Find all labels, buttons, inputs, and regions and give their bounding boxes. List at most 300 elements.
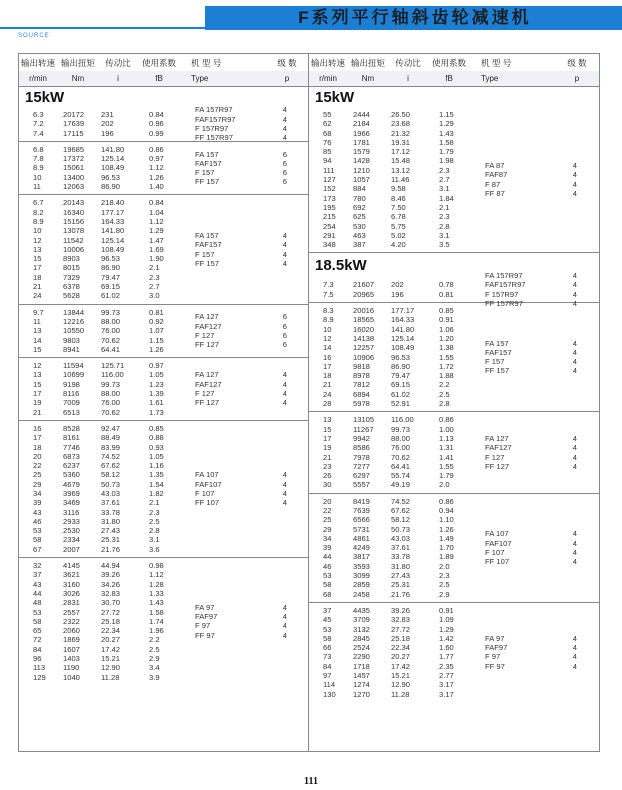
stage-count: 4 bbox=[282, 398, 287, 408]
factor-cell: 2.35 bbox=[439, 661, 454, 671]
ratio-cell: 25.18 bbox=[391, 633, 411, 643]
factor-cell: 2.9 bbox=[149, 654, 160, 664]
speed-cell: 84 bbox=[323, 661, 332, 671]
type-name: FA 107 bbox=[195, 470, 219, 480]
unit-torque: Nm bbox=[361, 74, 375, 83]
type-row bbox=[181, 398, 309, 407]
type-row bbox=[471, 271, 599, 280]
type-name: F 157R97 bbox=[195, 123, 229, 133]
stage-count: 4 bbox=[572, 357, 577, 367]
torque-cell: 3593 bbox=[353, 561, 370, 571]
speed-cell: 9.7 bbox=[33, 307, 44, 317]
torque-cell: 8419 bbox=[353, 496, 370, 506]
factor-cell: 1.42 bbox=[439, 633, 454, 643]
factor-cell: 1.23 bbox=[149, 379, 164, 389]
type-name: F 127 bbox=[485, 452, 505, 462]
speed-cell: 16 bbox=[323, 352, 332, 362]
speed-cell: 44 bbox=[323, 552, 332, 562]
ratio-cell: 96.53 bbox=[391, 352, 411, 362]
factor-cell: 2.2 bbox=[149, 635, 160, 645]
stage-count: 4 bbox=[572, 347, 577, 357]
torque-cell: 13078 bbox=[63, 226, 85, 236]
ratio-cell: 21.32 bbox=[391, 128, 411, 138]
torque-cell: 2458 bbox=[353, 589, 370, 599]
type-name: FAF127 bbox=[485, 443, 512, 453]
speed-cell: 6.8 bbox=[33, 144, 44, 154]
torque-cell: 1869 bbox=[63, 635, 80, 645]
torque-cell: 11594 bbox=[63, 361, 84, 371]
factor-cell: 2.1 bbox=[149, 498, 160, 508]
torque-cell: 6894 bbox=[353, 389, 370, 399]
ratio-cell: 27.72 bbox=[391, 624, 411, 634]
torque-cell: 12257 bbox=[353, 343, 375, 353]
stage-count: 4 bbox=[572, 557, 577, 567]
type-name: FAF157 bbox=[485, 347, 512, 357]
torque-cell: 7329 bbox=[63, 272, 80, 282]
stage-count: 4 bbox=[572, 529, 577, 539]
speed-cell: 17 bbox=[323, 361, 332, 371]
torque-cell: 13844 bbox=[63, 307, 85, 317]
speed-cell: 7.4 bbox=[33, 128, 44, 138]
speed-cell: 7.8 bbox=[33, 154, 44, 164]
torque-cell: 530 bbox=[353, 221, 366, 231]
factor-cell: 0.81 bbox=[439, 289, 454, 299]
speed-cell: 12 bbox=[33, 361, 42, 371]
torque-cell: 2933 bbox=[63, 516, 80, 526]
type-name: FAF157 bbox=[195, 158, 222, 168]
factor-cell: 2.5 bbox=[149, 644, 160, 654]
speed-cell: 58 bbox=[323, 633, 332, 643]
stage-count: 4 bbox=[572, 461, 577, 471]
ratio-cell: 202 bbox=[101, 119, 114, 129]
factor-cell: 1.77 bbox=[439, 652, 454, 662]
ratio-cell: 22.34 bbox=[391, 643, 411, 653]
stage-count: 4 bbox=[572, 189, 577, 199]
speed-cell: 10 bbox=[323, 324, 332, 334]
ratio-cell: 34.26 bbox=[101, 579, 121, 589]
title-banner bbox=[0, 6, 622, 30]
speed-cell: 25 bbox=[323, 515, 332, 525]
type-name: F 107 bbox=[485, 547, 505, 557]
stage-count: 4 bbox=[282, 498, 287, 508]
ratio-cell: 141.80 bbox=[391, 324, 415, 334]
stage-count: 4 bbox=[572, 271, 577, 281]
speed-cell: 13 bbox=[33, 370, 42, 380]
col-type: 机 型 号 bbox=[191, 57, 222, 68]
torque-cell: 10550 bbox=[63, 326, 85, 336]
speed-cell: 8.9 bbox=[33, 163, 44, 173]
ratio-cell: 20.27 bbox=[391, 652, 411, 662]
torque-cell: 18565 bbox=[353, 315, 375, 325]
torque-cell: 2007 bbox=[63, 544, 80, 554]
type-name: FF 107 bbox=[485, 557, 510, 567]
speed-cell: 28 bbox=[323, 399, 332, 409]
torque-cell: 1607 bbox=[63, 644, 80, 654]
speed-cell: 23 bbox=[323, 461, 332, 471]
stage-count: 6 bbox=[282, 312, 287, 322]
factor-cell: 1.09 bbox=[439, 615, 454, 625]
speed-cell: 7.3 bbox=[323, 280, 334, 290]
factor-cell: 2.77 bbox=[439, 671, 454, 681]
speed-cell: 97 bbox=[323, 671, 332, 681]
speed-cell: 68 bbox=[323, 589, 332, 599]
factor-cell: 1.58 bbox=[439, 137, 454, 147]
type-row bbox=[471, 434, 599, 443]
speed-cell: 72 bbox=[33, 635, 42, 645]
torque-cell: 17372 bbox=[63, 154, 85, 164]
speed-cell: 215 bbox=[323, 212, 336, 222]
type-name: FA 127 bbox=[485, 433, 509, 443]
ratio-cell: 64.41 bbox=[391, 461, 411, 471]
ratio-cell: 15.48 bbox=[391, 156, 411, 166]
factor-cell: 2.3 bbox=[439, 571, 450, 581]
stage-count: 4 bbox=[282, 379, 287, 389]
factor-cell: 2.5 bbox=[439, 389, 450, 399]
stage-count: 4 bbox=[572, 547, 577, 557]
factor-cell: 1.12 bbox=[149, 163, 164, 173]
stage-count: 4 bbox=[282, 240, 287, 250]
torque-cell: 2845 bbox=[353, 633, 370, 643]
factor-cell: 2.3 bbox=[439, 212, 450, 222]
unit-type: Type bbox=[191, 74, 209, 83]
torque-cell: 4435 bbox=[353, 605, 370, 615]
col-ratio: 传动比 bbox=[395, 57, 421, 68]
type-name: FA 157R97 bbox=[195, 105, 233, 115]
ratio-cell: 7.50 bbox=[391, 202, 406, 212]
stage-count: 4 bbox=[572, 452, 577, 462]
ratio-cell: 17.42 bbox=[101, 644, 121, 654]
stage-count: 4 bbox=[282, 602, 287, 612]
stage-count: 6 bbox=[282, 330, 287, 340]
unit-speed: r/min bbox=[29, 74, 47, 83]
torque-cell: 2859 bbox=[353, 580, 370, 590]
stage-count: 4 bbox=[572, 366, 577, 376]
speed-cell: 8.3 bbox=[323, 306, 334, 316]
speed-cell: 15 bbox=[33, 379, 42, 389]
ratio-cell: 23.68 bbox=[391, 119, 411, 129]
stage-count: 4 bbox=[282, 105, 287, 115]
factor-cell: 1.16 bbox=[149, 461, 164, 471]
type-name: FF 87 bbox=[485, 189, 505, 199]
row-group bbox=[309, 303, 599, 412]
ratio-cell: 70.62 bbox=[101, 335, 121, 345]
ratio-cell: 33.78 bbox=[391, 552, 411, 562]
ratio-cell: 32.83 bbox=[391, 615, 411, 625]
torque-cell: 2060 bbox=[63, 626, 80, 636]
ratio-cell: 70.62 bbox=[391, 452, 411, 462]
col-stage: 级 数 bbox=[277, 57, 297, 68]
type-list bbox=[471, 494, 599, 602]
ratio-cell: 12.90 bbox=[391, 680, 411, 690]
type-list bbox=[181, 142, 309, 194]
type-name: FAF157R97 bbox=[195, 114, 236, 124]
torque-cell: 9198 bbox=[63, 379, 80, 389]
type-row bbox=[471, 652, 599, 661]
speed-cell: 37 bbox=[323, 605, 332, 615]
speed-cell: 11 bbox=[33, 316, 41, 326]
torque-cell: 1718 bbox=[353, 661, 370, 671]
type-row bbox=[181, 250, 309, 259]
ratio-cell: 22.34 bbox=[101, 626, 121, 636]
factor-cell: 2.0 bbox=[439, 561, 450, 571]
speed-cell: 45 bbox=[323, 615, 332, 625]
speed-cell: 254 bbox=[323, 221, 336, 231]
speed-cell: 130 bbox=[323, 689, 336, 699]
factor-cell: 0.94 bbox=[439, 505, 454, 515]
factor-cell: 0.81 bbox=[149, 307, 164, 317]
ratio-cell: 20.27 bbox=[101, 635, 121, 645]
speed-cell: 19 bbox=[323, 443, 332, 453]
factor-cell: 0.91 bbox=[439, 605, 454, 615]
speed-cell: 53 bbox=[323, 571, 332, 581]
torque-cell: 387 bbox=[353, 240, 366, 250]
type-name: FAF127 bbox=[195, 379, 222, 389]
stage-count: 4 bbox=[282, 249, 287, 259]
factor-cell: 3.9 bbox=[149, 672, 160, 682]
ratio-cell: 99.73 bbox=[101, 379, 121, 389]
factor-cell: 1.29 bbox=[439, 119, 454, 129]
torque-cell: 5731 bbox=[353, 524, 370, 534]
ratio-cell: 55.74 bbox=[391, 471, 411, 481]
torque-cell: 5978 bbox=[353, 399, 370, 409]
torque-cell: 2524 bbox=[353, 643, 370, 653]
factor-cell: 0.84 bbox=[149, 198, 164, 208]
speed-cell: 44 bbox=[33, 588, 42, 598]
torque-cell: 4679 bbox=[63, 479, 80, 489]
ratio-cell: 76.00 bbox=[391, 443, 411, 453]
factor-cell: 0.88 bbox=[149, 433, 164, 443]
torque-cell: 4249 bbox=[353, 543, 370, 553]
speed-cell: 10 bbox=[33, 226, 42, 236]
ratio-cell: 13.12 bbox=[391, 165, 411, 175]
ratio-cell: 43.03 bbox=[391, 533, 411, 543]
row-group bbox=[19, 421, 309, 558]
torque-cell: 1057 bbox=[353, 175, 370, 185]
factor-cell: 3.17 bbox=[439, 680, 454, 690]
speed-cell: 53 bbox=[33, 526, 42, 536]
speed-cell: 173 bbox=[323, 193, 336, 203]
ratio-cell: 86.90 bbox=[101, 263, 121, 273]
speed-cell: 7.2 bbox=[33, 119, 44, 129]
ratio-cell: 6.78 bbox=[391, 212, 406, 222]
ratio-cell: 76.00 bbox=[101, 398, 121, 408]
speed-cell: 30 bbox=[323, 480, 332, 490]
ratio-cell: 79.47 bbox=[391, 371, 411, 381]
col-type: 机 型 号 bbox=[481, 57, 512, 68]
torque-cell: 2557 bbox=[63, 607, 80, 617]
ratio-cell: 32.83 bbox=[101, 588, 121, 598]
speed-cell: 85 bbox=[323, 147, 332, 157]
type-name: F 87 bbox=[485, 179, 501, 189]
row-group bbox=[19, 305, 309, 358]
type-list bbox=[471, 412, 599, 492]
ratio-cell: 99.73 bbox=[101, 307, 121, 317]
ratio-cell: 141.80 bbox=[101, 226, 125, 236]
torque-cell: 3160 bbox=[63, 579, 80, 589]
row-group bbox=[309, 107, 599, 253]
factor-cell: 1.54 bbox=[149, 479, 164, 489]
torque-cell: 20965 bbox=[353, 289, 375, 299]
stage-count: 4 bbox=[282, 114, 287, 124]
torque-cell: 3116 bbox=[63, 507, 80, 517]
ratio-cell: 25.31 bbox=[391, 580, 411, 590]
type-row bbox=[181, 331, 309, 340]
factor-cell: 1.15 bbox=[149, 335, 164, 345]
ratio-cell: 19.31 bbox=[391, 137, 411, 147]
torque-cell: 9818 bbox=[353, 361, 370, 371]
factor-cell: 1.49 bbox=[439, 533, 454, 543]
speed-cell: 43 bbox=[33, 507, 42, 517]
ratio-cell: 26.50 bbox=[391, 110, 411, 119]
torque-cell: 12063 bbox=[63, 182, 85, 192]
ratio-cell: 96.53 bbox=[101, 254, 121, 264]
factor-cell: 2.9 bbox=[439, 589, 450, 599]
type-row bbox=[181, 240, 309, 249]
speed-cell: 19 bbox=[33, 398, 42, 408]
speed-cell: 66 bbox=[323, 643, 332, 653]
brand-text: SOURCE bbox=[18, 33, 50, 39]
factor-cell: 1.88 bbox=[439, 371, 454, 381]
page-number: 111 bbox=[304, 776, 318, 787]
factor-cell: 1.70 bbox=[439, 543, 454, 553]
speed-cell: 15 bbox=[323, 424, 332, 434]
ratio-cell: 27.72 bbox=[101, 607, 121, 617]
ratio-cell: 15.21 bbox=[391, 671, 411, 681]
ratio-cell: 27.43 bbox=[101, 526, 121, 536]
speed-cell: 55 bbox=[323, 110, 332, 119]
factor-cell: 2.8 bbox=[149, 526, 160, 536]
factor-cell: 1.47 bbox=[149, 235, 164, 245]
torque-cell: 7009 bbox=[63, 398, 80, 408]
banner-rule bbox=[0, 27, 205, 29]
speed-cell: 15 bbox=[33, 254, 42, 264]
type-name: FF 157 bbox=[195, 258, 220, 268]
speed-cell: 18 bbox=[33, 272, 42, 282]
torque-cell: 6873 bbox=[63, 451, 80, 461]
speed-cell: 14 bbox=[323, 343, 332, 353]
factor-cell: 1.61 bbox=[149, 398, 164, 408]
speed-cell: 24 bbox=[33, 291, 42, 301]
ratio-cell: 4.20 bbox=[391, 240, 406, 250]
factor-cell: 2.1 bbox=[149, 263, 160, 273]
torque-cell: 3621 bbox=[63, 570, 80, 580]
unit-row bbox=[309, 71, 599, 87]
stage-count: 4 bbox=[282, 133, 287, 143]
ratio-cell: 96.53 bbox=[101, 172, 121, 182]
stage-count: 4 bbox=[572, 433, 577, 443]
speed-cell: 58 bbox=[33, 535, 42, 545]
ratio-cell: 12.90 bbox=[101, 663, 121, 673]
power-heading: 15kW bbox=[25, 89, 65, 106]
speed-cell: 10 bbox=[33, 172, 42, 182]
factor-cell: 3.0 bbox=[149, 291, 160, 301]
factor-cell: 1.06 bbox=[439, 324, 454, 334]
type-row bbox=[181, 312, 309, 321]
col-ratio: 传动比 bbox=[105, 57, 131, 68]
speed-cell: 21 bbox=[323, 452, 332, 462]
speed-cell: 48 bbox=[33, 598, 42, 608]
row-group bbox=[309, 494, 599, 603]
col-torque: 输出扭矩 bbox=[350, 57, 385, 68]
header-row bbox=[19, 54, 309, 71]
factor-cell: 2.7 bbox=[149, 282, 160, 292]
torque-cell: 10006 bbox=[63, 244, 85, 254]
speed-cell: 53 bbox=[323, 624, 332, 634]
torque-cell: 5628 bbox=[63, 291, 80, 301]
speed-cell: 13 bbox=[323, 415, 332, 425]
ratio-cell: 67.62 bbox=[101, 461, 121, 471]
ratio-cell: 116.00 bbox=[101, 370, 124, 380]
ratio-cell: 88.49 bbox=[101, 433, 121, 443]
torque-cell: 9803 bbox=[63, 335, 80, 345]
factor-cell: 1.60 bbox=[439, 643, 454, 653]
speed-cell: 16 bbox=[33, 423, 42, 433]
factor-cell: 1.04 bbox=[149, 207, 164, 217]
row-group bbox=[309, 412, 599, 493]
left-table bbox=[18, 53, 310, 752]
torque-cell: 6378 bbox=[63, 282, 80, 292]
type-name: FF 107 bbox=[195, 498, 220, 508]
factor-cell: 0.85 bbox=[149, 423, 164, 433]
torque-cell: 2184 bbox=[353, 119, 370, 129]
type-name: F 157 bbox=[195, 249, 215, 259]
factor-cell: 1.74 bbox=[149, 616, 164, 626]
row-group bbox=[19, 142, 309, 195]
factor-cell: 1.79 bbox=[439, 471, 454, 481]
ratio-cell: 5.75 bbox=[391, 221, 406, 231]
torque-cell: 15061 bbox=[63, 163, 85, 173]
speed-cell: 25 bbox=[33, 470, 42, 480]
ratio-cell: 31.80 bbox=[391, 561, 411, 571]
factor-cell: 3.6 bbox=[149, 544, 160, 554]
torque-cell: 7639 bbox=[353, 505, 370, 515]
power-heading: 18.5kW bbox=[315, 257, 367, 275]
stage-count: 6 bbox=[282, 321, 287, 331]
type-row bbox=[471, 443, 599, 452]
factor-cell: 0.86 bbox=[149, 144, 164, 154]
col-factor: 使用系数 bbox=[431, 57, 466, 68]
type-name: FA 87 bbox=[485, 161, 505, 171]
type-list bbox=[181, 195, 309, 303]
col-torque: 输出扭矩 bbox=[60, 57, 95, 68]
type-row bbox=[181, 489, 309, 498]
speed-cell: 84 bbox=[33, 644, 42, 654]
ratio-cell: 108.49 bbox=[101, 163, 125, 173]
torque-cell: 13105 bbox=[353, 415, 375, 425]
type-row bbox=[181, 231, 309, 240]
group-list bbox=[309, 271, 599, 701]
type-row bbox=[181, 168, 309, 177]
ratio-cell: 88.00 bbox=[101, 389, 121, 399]
torque-cell: 11267 bbox=[353, 424, 374, 434]
torque-cell: 3817 bbox=[353, 552, 370, 562]
speed-cell: 6.3 bbox=[33, 110, 44, 119]
unit-ratio: i bbox=[407, 74, 409, 83]
speed-cell: 24 bbox=[323, 389, 332, 399]
speed-cell: 14 bbox=[33, 335, 42, 345]
torque-cell: 7746 bbox=[63, 442, 80, 452]
torque-cell: 1270 bbox=[353, 689, 370, 699]
speed-cell: 39 bbox=[33, 498, 42, 508]
unit-factor: fB bbox=[155, 74, 163, 83]
speed-cell: 34 bbox=[323, 533, 332, 543]
speed-cell: 22 bbox=[33, 461, 42, 471]
speed-cell: 76 bbox=[323, 137, 332, 147]
type-row bbox=[471, 548, 599, 557]
type-name: FA 157 bbox=[195, 230, 219, 240]
ratio-cell: 231 bbox=[101, 110, 114, 119]
torque-cell: 8528 bbox=[63, 423, 80, 433]
